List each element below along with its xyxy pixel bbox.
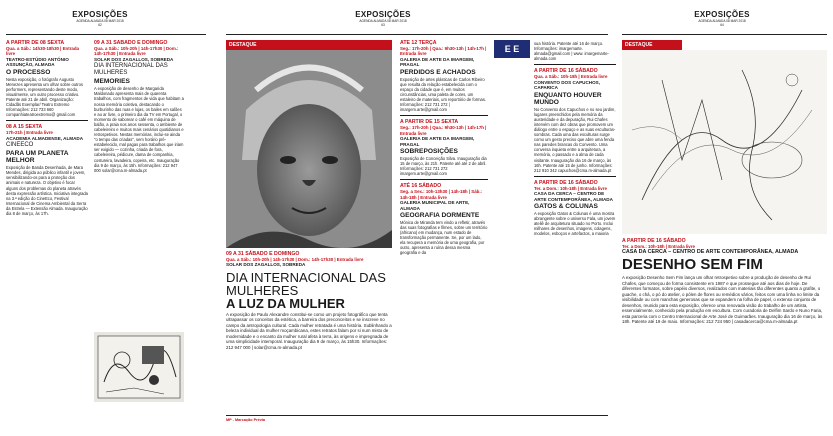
event-venue: GALERIA DE ARTE DA IMARGEM, PRAGAL (400, 56, 475, 68)
event-venue: TEATRO-ESTÚDIO ANTÓNIO ASSUNÇÃO, ALMADA (6, 56, 69, 68)
destaque-block (622, 40, 827, 412)
page-left (0, 0, 212, 436)
event-date: A PARTIR DE 15 SEXTA (400, 119, 459, 126)
event-venue: ACADEMIA ALMADENSE, ALMADA (6, 135, 84, 141)
event-times: Qua. a Sáb.: 10h-20h | 14h-17h30 | Dom.: 14h-17h30 | Entrada livre (226, 257, 364, 262)
event-venue: SOLAR DOS ZAGALLOS, SOBREDA (226, 262, 306, 268)
event-title: GATOS & COLUNAS (534, 203, 598, 211)
destaque-block (226, 40, 392, 412)
event-perdidos (400, 40, 488, 112)
event-date: ATÉ 12 TERÇA (400, 40, 437, 46)
event-title: PARA UM PLANETA MELHOR (6, 150, 69, 165)
event-date: ATÉ 16 SÁBADO (400, 183, 442, 190)
headline-title: A LUZ DA MULHER (226, 295, 345, 311)
divider (534, 64, 616, 65)
event-body: A exposição de Paulo Alexandre constitui-se como um projeto fotográfico que tenta ultrapassar os conceitos da estética, a barreira dos preconceitos e se inscreve no campo da antropologia cultural. Cada mulher retratada é uma história. Sublinhando a beleza individual da mulher moçambicana, estes retratos falam por si num misto de modernidade e o encanto da mulher rural afeta à terra, às origens e impregnada de uma simplicidade intemporal. Inauguração dia 9 de março, às 15h30. Informações: 212 947 000 | solar@cma.m-almada.pt (226, 311, 392, 350)
event-body: A exposição Desenho Sem Fim lança um olhar retrospetivo sobre a produção de desenho de Rui Chafes, que começou de forma consistente em 1987 e que prossegue até aos dias de hoje. De diferentes formatos, sobre papéis diversos, realizados com materiais tão diferentes quanto a grafite, o guache, o chá, o pó do atelier, o pólen de flores ou remédios vários, feitos com uma linha no limite da visibilidade ou com manchas generosas que se expandem na folha de papel, o extenso conjunto de desenhos, reunido para esta exposição, oferece uma renovada visão do trabalho de um artista, essencialmente, conhecido pela produção em escultura. Com curadoria de Delfim Sardo e Nuno Faria, esta parceria com o Centro Internacional de Arte José de Guimarães. Inauguração dia 16 de março, às 18h. Patente até 19 de maio. Informações: 212 724 950 | casadacerca@cma.m-almada.pt (622, 275, 823, 325)
header-rule (6, 34, 206, 35)
event-title: SOBREPOSIÇÕES (400, 147, 458, 155)
headline-title: DESENHO SEM FIM (622, 256, 763, 274)
event-body: Exposição de Conceição Silva. Inauguração dia 15 de março, às 21h. Patente até até 2 de abril. Informações: 212 731 272 imargem.arte@gmail.com (400, 155, 487, 177)
column-4 (534, 40, 616, 412)
event-times: Seg. a Sex.: 10h-13h30 | 14h-18h | Sáb.: 14h-18h | Entrada livre (400, 189, 483, 200)
footer-rule (226, 415, 608, 416)
headline-category: DIA INTERNACIONAL DAS MULHERES (226, 269, 386, 298)
event-date: 08 A 15 SEXTA (6, 124, 43, 131)
event-body: Mónica de Miranda tem vindo a refletir, através das suas fotografias e filmes, sobre um território (africano) em mudança, num estado de transformação permanente. Se, por um lado, ela recupera a memória de uma geografia, por outro, apresenta a ruína dessa mesma geografia e da (400, 219, 488, 256)
header-title: EXPOSIÇÕES (72, 10, 128, 19)
event-geografia (400, 183, 488, 255)
event-title: O PROCESSO (6, 68, 51, 76)
event-sobreposicoes (400, 119, 488, 176)
page-header (323, 10, 443, 27)
event-date: A PARTIR DE 16 SÁBADO (622, 238, 686, 244)
ee-badge: E E (494, 40, 530, 58)
event-body: Exposição de Banda Desenhada, de Mara Mendes, dirigida ao público infantil e jovem, sensibilizando-os para a proteção dos animais e natureza. O objetivo é focar alguns dos problemas do planeta através desta expressão artística. Iniciativa integrada na 3.ª edição do CineEco, Festival Internacional de Cinema Ambiental da Serra da Estrela — Extensão Almada. Inauguração dia 8 de março, às 17h. (6, 165, 88, 217)
event-venue: SOLAR DOS ZAGALLOS, SOBREDA (94, 56, 174, 62)
event-times: Qua. a Sáb.: 10h-20h | 14h-17h30 | Dom.: 14h-17h30 | Entrada livre (94, 46, 179, 57)
event-times: Seg.: 17h-20h | Qua.: 9h30-13h | 14h-17h | Entrada livre (400, 46, 487, 57)
page-middle (222, 0, 618, 436)
event-gatos (534, 180, 616, 237)
event-venue: CASA DA CERCA – CENTRO DE ARTE CONTEMPORÂNEA, ALMADA (534, 191, 613, 202)
event-date: 09 A 31 SÁBADO E DOMINGO (226, 251, 300, 257)
header-subtitle: AGENDA ALMADA 08 MAR 2018 (359, 19, 407, 23)
event-body-continued: sua história. Patente até 16 de março. Informações: imargemarte. almada@gmail.com | www. imargemarte-almada.com (534, 41, 609, 62)
destaque-label: DESTAQUE (622, 40, 682, 50)
drawing-image (622, 50, 827, 234)
event-venue: GALERIA MUNICIPAL DE ARTE, ALMADA (400, 200, 470, 211)
event-body: A exposição de desenho de Margarida Maldonado apresenta mais de quarenta trabalhos, com fragmentos de vida que habitam a nossa memória coletiva, destacando o burburinho das ruas e lojas, os bailes em salões e ao ar livre, o primeiro dia da TV em Portugal, o momento de saborear o café em máquina de balão, a praia nos anos sessenta, o ambiente de cabeleireiro e muitos mais cenários quotidianos e retrospetivos. Nestas memórias, inclui-se ainda "o tempo das criadas", sem horário pré-estabelecido, mal pagas para trabalhos que iriam ser exigido — cozinha, criada de fora, cabeleireira, pédicure, dama de companhia, costureira, lavadeira, copeira, etc. Inauguração dia 9 de março, às 15h. Informações: 212 947 000 solar@cma.m-almada.pt (94, 86, 184, 173)
event-venue: CONVENTO DOS CAPUCHOS, CAPARICA (534, 79, 601, 91)
page-number: 64 (720, 23, 724, 27)
header-title: EXPOSIÇÕES (355, 10, 411, 19)
header-subtitle: AGENDA ALMADA 08 MAR 2018 (76, 19, 124, 23)
page-right (622, 0, 833, 436)
event-venue: GALERIA DE ARTE DA IMARGEM, PRAGAL (400, 136, 475, 147)
header-subtitle: AGENDA ALMADA 08 MAR 2018 (698, 19, 746, 23)
divider (400, 179, 488, 180)
event-times: Ter. a Dom.: 10h-18h | Entrada livre (534, 185, 607, 191)
event-times: Qua. a Sáb.: 14h30-18h30 | Entrada livre (6, 46, 79, 57)
divider (400, 115, 488, 116)
header-rule (622, 34, 827, 35)
event-times: Qua. a Sáb.: 10h-18h | Entrada livre (534, 74, 608, 80)
event-times: Ter. a Dom.: 10h-18h | Entrada livre (622, 244, 695, 249)
page-number: 62 (98, 23, 102, 27)
event-title: GEOGRAFIA DORMENTE (400, 211, 480, 219)
event-para-um-planeta (6, 124, 88, 216)
event-body: No Convento dos Capuchos e no seu jardim, lugares preenchidos pela memória da austeridade e da depuração, Rui Chafes intervém com dez obras que promovem um diálogo entre o espaço e as suas esculturas-sombras. Cada uma das esculturas surge como um gesto preciso que abre uma fenda nas paredes brancas do Convento. Uma conversa inquieta entre a arquitetura, a memória, o passado e a alma de cada visitante. Inauguração dia 16 de março, às 16h. Patente até 15 de junho. Informações: 212 910 342 capuchos@cma.m-almada.pt (534, 106, 616, 173)
footer-note: MP - Marcação Prévia (226, 418, 265, 422)
event-times: 17h-21h | Entrada livre (6, 130, 53, 136)
event-title: MEMORIES (94, 78, 130, 86)
event-enquanto (534, 68, 616, 172)
event-memories (94, 40, 184, 173)
column-1 (6, 40, 88, 370)
divider (6, 120, 88, 121)
event-body: Exposição de artes plásticas de Carlos Ribeiro que resulta da relação estabelecida com o espaço da cidade que é, em muitos circunstâncias, uma paleta de cores, um estaleiro de materiais, um reportório de formas. Informações: 212 731 272 | imargem.arte@gmail.com (400, 76, 487, 113)
header-title: EXPOSIÇÕES (694, 10, 750, 19)
divider (534, 176, 616, 177)
event-date: A PARTIR DE 16 SÁBADO (534, 179, 598, 186)
event-body: A exposição Gatos & Colunas é uma mostra abrangente sobre o universo Fala, um jovem ateliê de arquitetura situado no Porto. Inclui milhares de desenhos, imagens, colagens, modelos, esboços e artefactos, a maioria (534, 211, 616, 237)
event-title: PERDIDOS E ACHADOS (400, 68, 476, 76)
column-3 (400, 40, 488, 412)
event-body: Nesta exposição, o fotógrafo Augusto Menezes apresenta um olhar sobre outros performers, representando deste modo, visualmente, um outro processo criativo. Patente até 21 de abril. Organização: Cidadãs Exemplar/ Teatro Extremo Informações: 212 733 660 companhiateatroextremo@ gmail.com (6, 76, 83, 118)
page-header (662, 10, 782, 27)
event-date: 09 A 31 SÁBADO E DOMINGO (94, 40, 168, 46)
header-rule (226, 34, 608, 35)
event-title: ENQUANTO HOUVER MUNDO (534, 91, 602, 106)
event-times: Seg.: 17h-20h | Qua.: 9h30-13h | 14h-17h | Entrada livre (400, 125, 487, 136)
portrait-photo (226, 50, 392, 248)
event-date: A PARTIR DE 16 SÁBADO (534, 68, 598, 75)
event-category: DIA INTERNACIONAL DAS MULHERES (94, 63, 168, 77)
page-header (40, 10, 160, 27)
event-o-processo (6, 40, 88, 117)
event-venue: CASA DA CERCA – CENTRO DE ARTE CONTEMPORÂNEA, ALMADA (622, 249, 799, 256)
column-2 (94, 40, 184, 330)
destaque-label: DESTAQUE (226, 40, 392, 50)
event-date: A PARTIR DE 08 SEXTA (6, 40, 65, 46)
artwork-image (94, 332, 184, 402)
event-category: CINEECO (6, 142, 34, 149)
page-number: 63 (381, 23, 385, 27)
